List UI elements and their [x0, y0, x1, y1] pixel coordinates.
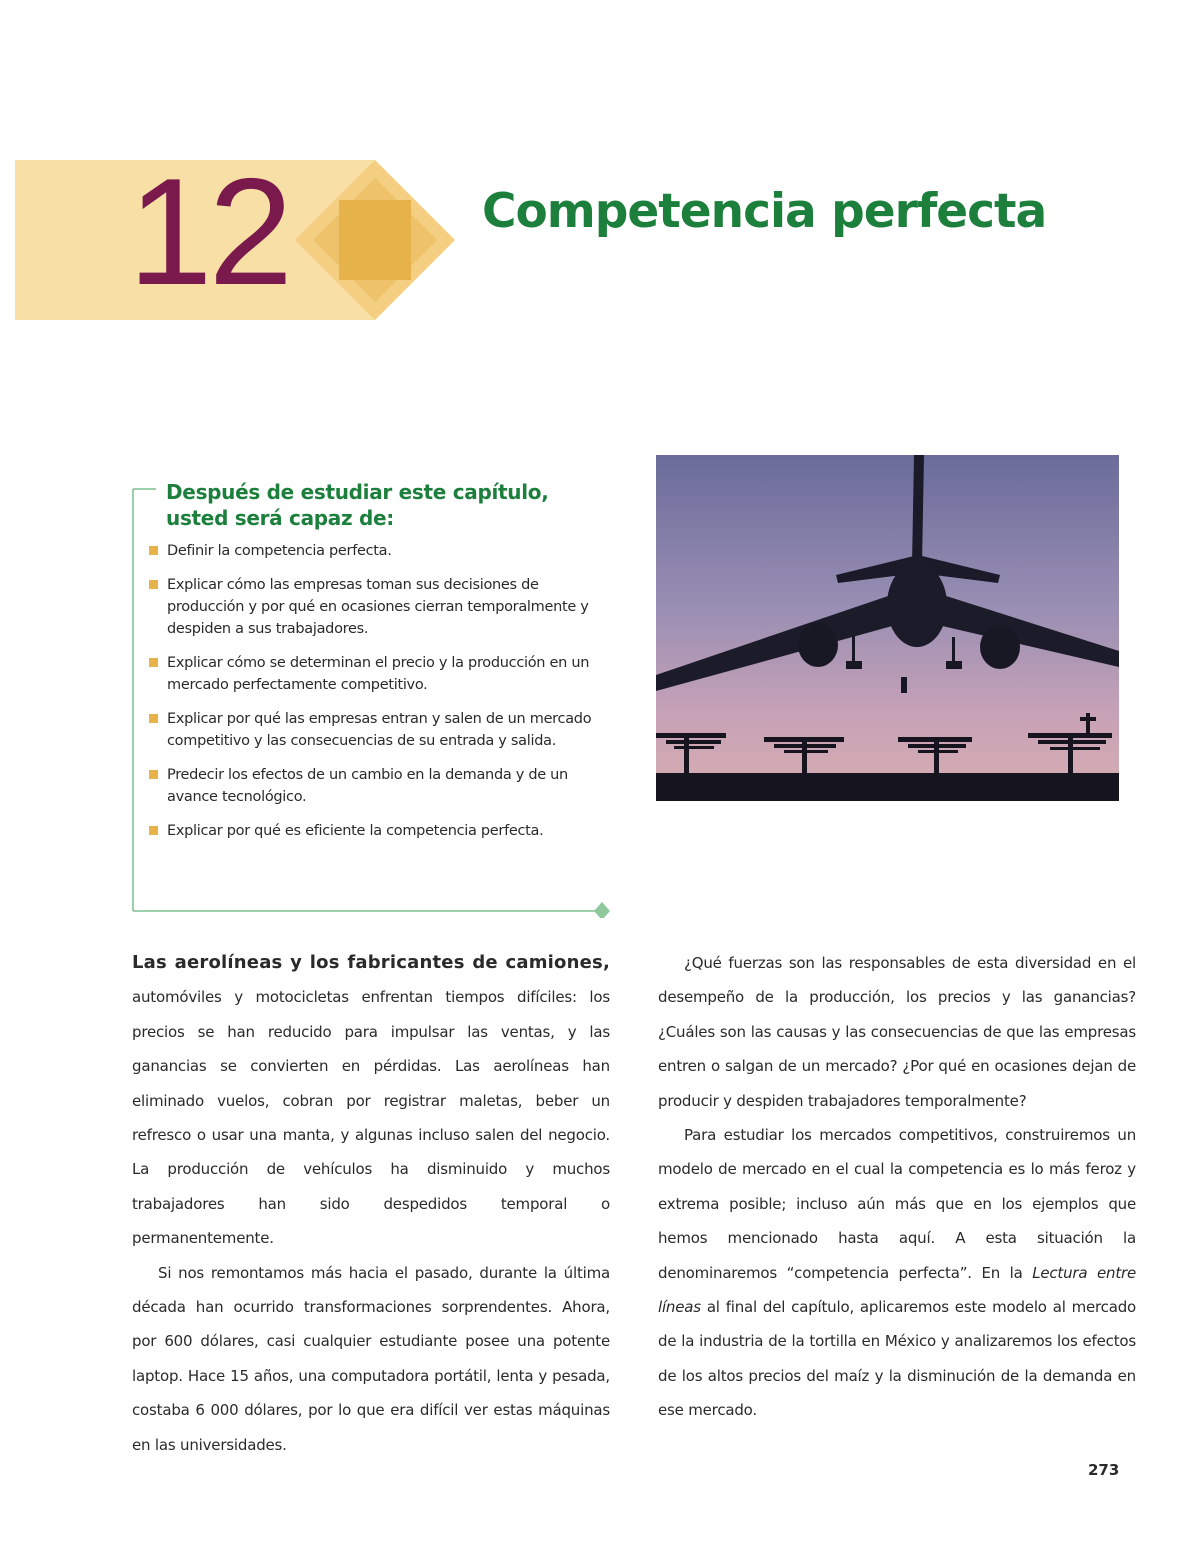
square-bullet-icon: [149, 580, 158, 589]
body-left-column: [132, 946, 610, 1462]
square-bullet-icon: [149, 770, 158, 779]
square-bullet-icon: [149, 658, 158, 667]
airplane-photo: [656, 455, 1119, 801]
objectives-heading-line1: Después de estudiar este capítulo,: [166, 480, 549, 504]
objectives-heading: [166, 479, 549, 531]
objective-text: Predecir los efectos de un cambio en la demanda y de un avance tecnológico.: [167, 767, 568, 805]
paragraph-text: Para estudiar los mercados competitivos, construiremos un modelo de mercado en el cual la competencia es lo más feroz y extrema posible; incluso aún más que en los ejemplos que hemos mencionado hasta aquí. A esta situación la denominaremos “competencia perfecta”. En la: [658, 1126, 1136, 1282]
diamond-ornament: [290, 160, 460, 320]
objective-text: Explicar cómo se determinan el precio y la producción en un mercado perfectamente competitivo.: [167, 655, 590, 693]
page-number: 273: [1088, 1461, 1120, 1479]
intro-text: automóviles y motocicletas enfrentan tiempos difíciles: los precios se han reducido para impulsar las ventas, y las ganancias se convierten en pérdidas. Las aerolíneas han eliminado vuelos, cobran por registrar maletas, beber un refresco o usar una manta, y algunas incluso salen del negocio. La producción de vehículos ha disminuido y muchos trabajadores han sido despedidos temporal o permanentemente.: [132, 988, 610, 1248]
lead-in: Las aerolíneas y los fabricantes de camiones,: [132, 952, 610, 973]
chapter-title: Competencia perfecta: [482, 184, 1047, 239]
feature-reference: Lectura entre líneas: [658, 1263, 1136, 1317]
square-bullet-icon: [149, 546, 158, 555]
paragraph: [658, 1118, 1136, 1428]
paragraph: ¿Qué fuerzas son las responsables de esta diversidad en el desempeño de la producción, los precios y las ganancias? ¿Cuáles son las causas y las consecuencias de que las empresas entren o salgan de un mercado? ¿Por qué en ocasiones dejan de producir y despiden trabajadores temporalmente?: [658, 954, 1136, 1110]
paragraph-text: al final del capítulo, aplicaremos este modelo al mercado de la industria de la tortilla en México y analizaremos los efectos de los altos precios del maíz y la disminución de la demanda en ese mercado.: [658, 1298, 1136, 1420]
objective-item: [146, 764, 606, 808]
square-bullet-icon: [149, 826, 158, 835]
objective-text: Definir la competencia perfecta.: [167, 543, 392, 559]
objective-item: [146, 574, 606, 640]
body-right-column: [658, 946, 1136, 1428]
chapter-number: 12: [128, 147, 290, 317]
objective-text: Explicar por qué las empresas entran y salen de un mercado competitivo y las consecuencias de su entrada y salida.: [167, 711, 592, 749]
objective-item: [146, 820, 606, 842]
objective-item: [146, 540, 606, 562]
objective-text: Explicar por qué es eficiente la competencia perfecta.: [167, 823, 544, 839]
objective-text: Explicar cómo las empresas toman sus decisiones de producción y por qué en ocasiones cierran temporalmente y despiden a sus trabajadores.: [167, 577, 589, 637]
objective-item: [146, 708, 606, 752]
intro-paragraph: [132, 946, 610, 1256]
objective-item: [146, 652, 606, 696]
objectives-heading-line2: usted será capaz de:: [166, 506, 394, 530]
objectives-list: [146, 540, 606, 854]
paragraph: Si nos remontamos más hacia el pasado, durante la última década han ocurrido transformaciones sorprendentes. Ahora, por 600 dólares, casi cualquier estudiante posee una potente laptop. Hace 15 años, una computadora portátil, lenta y pesada, costaba 6 000 dólares, por lo que era difícil ver estas máquinas en las universidades.: [132, 1263, 610, 1454]
square-bullet-icon: [149, 714, 158, 723]
